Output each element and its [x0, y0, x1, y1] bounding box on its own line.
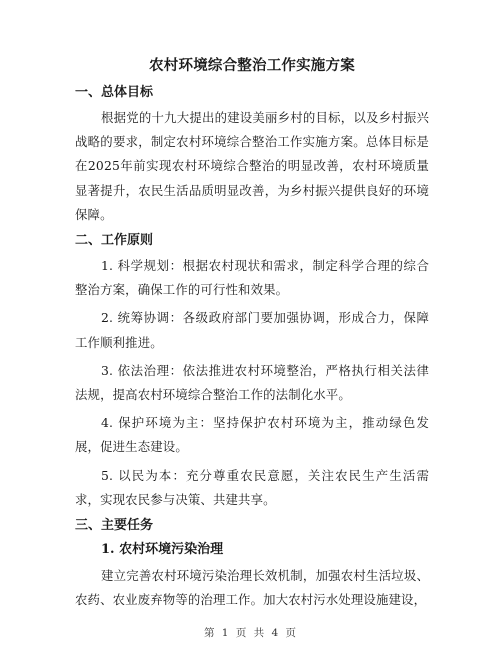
principle-item-3: 3. 依法治理：依法推进农村环境整治，严格执行相关法律法规，提高农村环境综合整治工作的法制化水平。 — [75, 362, 429, 403]
principle-item-5: 5. 以民为本：充分尊重农民意愿，关注农民生产生活需求，实现农民参与决策、共建共享。 — [75, 467, 429, 507]
paragraph-pollution-control: 建立完善农村环境污染治理长效机制，加强农村生活垃圾、农药、农业废弃物等的治理工作。加大农村污水处理设施建设， — [75, 568, 429, 608]
section-heading-principles: 二、工作原则 — [75, 233, 154, 249]
paragraph-overall-goal: 根据党的十九大提出的建设美丽乡村的目标，以及乡村振兴战略的要求，制定农村环境综合整治工作实施方案。总体目标是在2025年前实现农村环境综合整治的明显改善，农村环境质量显著提升，农民生活品质明显改善，为乡村振兴提供良好的环境保障。 — [75, 110, 429, 222]
section-heading-overall-goal: 一、总体目标 — [75, 85, 154, 100]
subsection-heading-pollution-control: 1. 农村环境污染治理 — [101, 542, 224, 558]
document-body — [75, 56, 429, 616]
page-number-footer: 第 1 页 共 4 页 — [203, 627, 299, 639]
principle-item-4: 4. 保护环境为主：坚持保护农村环境为主，推动绿色发展，促进生态建设。 — [75, 415, 429, 455]
document-title: 农村环境综合整治工作实施方案 — [149, 57, 355, 74]
principle-item-2: 2. 统筹协调：各级政府部门要加强协调，形成合力，保障工作顺利推进。 — [75, 310, 429, 350]
section-heading-main-tasks: 三、主要任务 — [75, 518, 154, 534]
principle-item-1: 1. 科学规划：根据农村现状和需求，制定科学合理的综合整治方案，确保工作的可行性和效果。 — [75, 258, 429, 298]
